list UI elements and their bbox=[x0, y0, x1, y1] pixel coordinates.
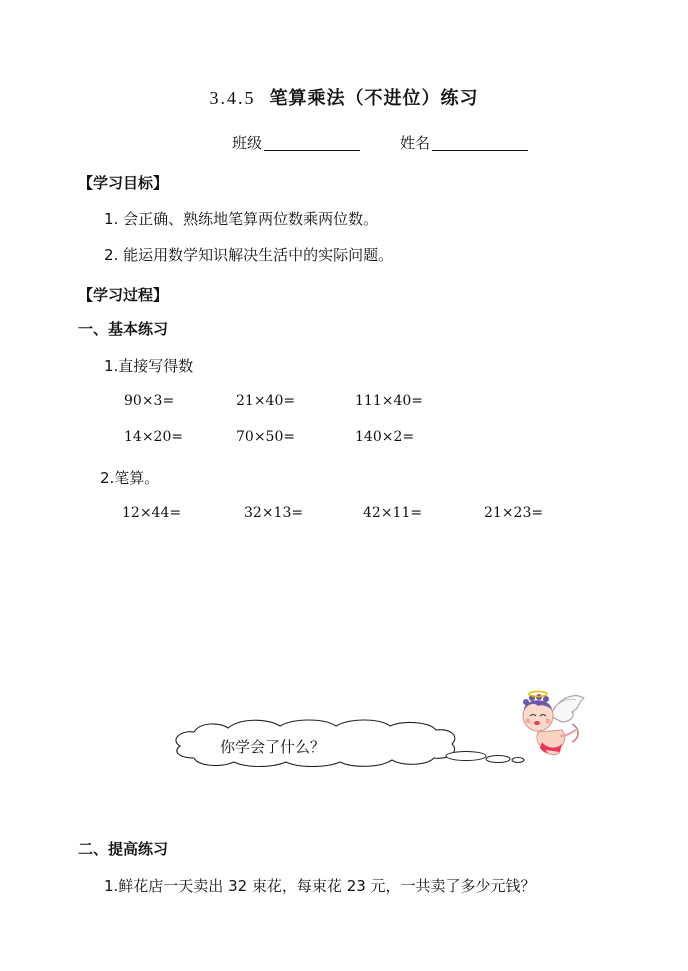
part2-q1: 1.鲜花店一天卖出 32 束花，每束花 23 元，一共卖了多少元钱？ bbox=[104, 877, 536, 895]
cupid-illustration bbox=[506, 686, 588, 758]
objectives-heading: 【学习目标】 bbox=[78, 174, 169, 192]
calc-item: 32×13= bbox=[244, 505, 304, 521]
calc-item: 14×20= bbox=[124, 429, 184, 445]
calc-item: 140×2= bbox=[355, 429, 415, 445]
calc-item: 111×40= bbox=[355, 393, 423, 409]
calc-item: 42×11= bbox=[363, 505, 423, 521]
calc-item: 70×50= bbox=[236, 429, 296, 445]
name-field[interactable] bbox=[400, 132, 528, 153]
page-title bbox=[0, 84, 688, 110]
cloud-text: 你学会了什么？ bbox=[220, 738, 326, 756]
process-heading: 【学习过程】 bbox=[78, 286, 169, 304]
class-field[interactable] bbox=[232, 132, 360, 153]
calc-item: 21×40= bbox=[236, 393, 296, 409]
part1-q1-label: 1.直接写得数 bbox=[104, 357, 194, 375]
objective-item-1: 1. 会正确、熟练地笔算两位数乘两位数。 bbox=[104, 210, 379, 228]
name-blank[interactable] bbox=[432, 134, 528, 151]
objective-item-2: 2. 能运用数学知识解决生活中的实际问题。 bbox=[104, 246, 394, 264]
calc-item: 21×23= bbox=[484, 505, 544, 521]
lesson-title: 笔算乘法（不进位）练习 bbox=[269, 88, 479, 109]
part2-heading: 二、提高练习 bbox=[78, 840, 169, 858]
class-label: 班级 bbox=[232, 134, 263, 152]
name-label: 姓名 bbox=[400, 134, 431, 152]
lesson-number: 3.4.5 bbox=[209, 88, 256, 108]
part1-heading: 一、基本练习 bbox=[78, 320, 169, 338]
calc-item: 12×44= bbox=[122, 505, 182, 521]
calc-item: 90×3= bbox=[124, 393, 175, 409]
part1-q2-label: 2.笔算。 bbox=[100, 469, 160, 487]
class-blank[interactable] bbox=[264, 134, 360, 151]
